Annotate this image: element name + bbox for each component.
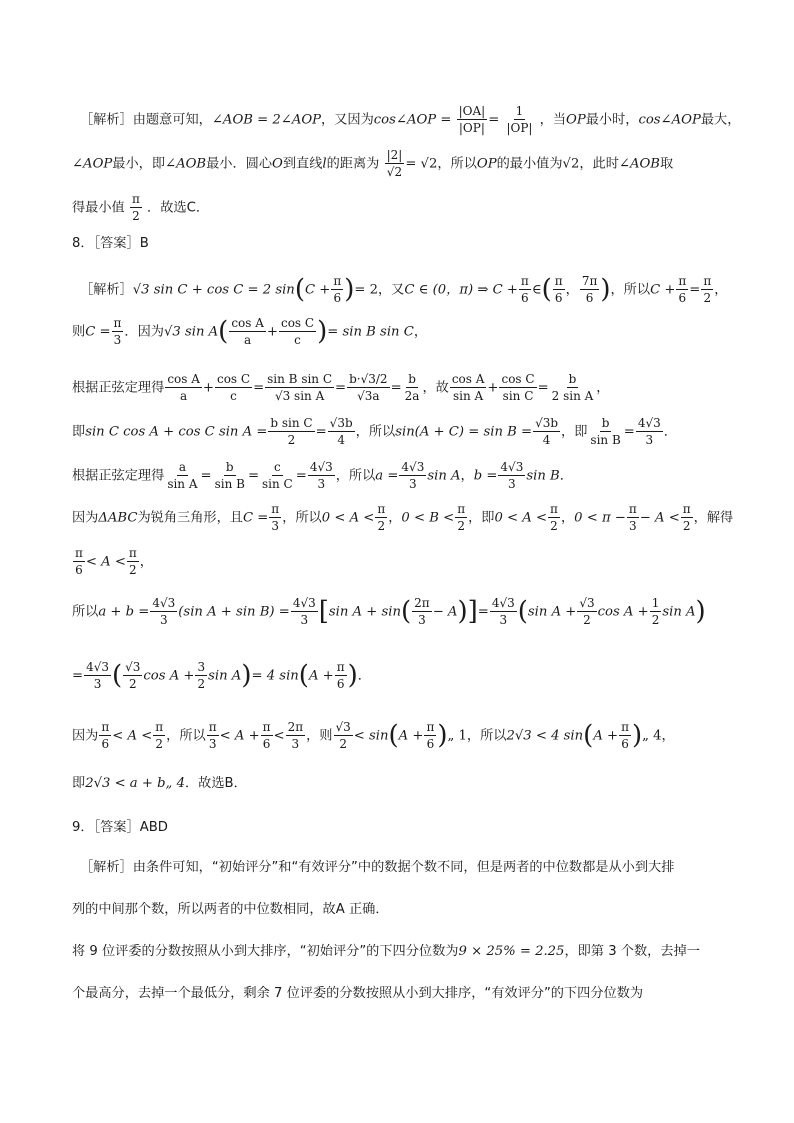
bracket: ) xyxy=(457,596,468,627)
q9-line-3: 将 9 位评委的分数按照从小到大排序，“初始评分”的下四分位数为9 × 25% = 2.25，即第 3 个数，去掉一 xyxy=(72,944,700,959)
fraction: $\frac{4√3}{3}$ xyxy=(637,416,661,447)
fraction: $\frac{|2|}{√2}$ xyxy=(386,148,403,179)
fraction: $\frac{b}{2a}$ xyxy=(404,372,420,403)
bracket: ( xyxy=(111,660,123,691)
fraction: $\frac{\pi}{2}$ xyxy=(377,502,386,533)
fraction: $\frac{√3b}{4}$ xyxy=(535,416,559,447)
q8-heading: 8．［答案］B xyxy=(72,236,149,251)
fraction: $\frac{\text{cos A}}{a}$ xyxy=(231,316,264,347)
bracket: ( xyxy=(388,720,399,751)
bracket: ) xyxy=(347,660,358,691)
fraction: $\frac{4√3}{3}$ xyxy=(152,596,176,627)
fraction: $\frac{\pi}{6}$ xyxy=(75,546,83,577)
fraction: $\frac{4√3}{3}$ xyxy=(292,596,316,627)
fraction: $\frac{\text{b sin C}}{2}$ xyxy=(270,416,313,447)
bracket: ) xyxy=(317,316,328,347)
fraction: $\frac{c}{\text{sin C}}$ xyxy=(262,460,293,491)
fraction: $\frac{\text{cos C}}{\text{sin C}}$ xyxy=(501,372,535,403)
fraction: $\frac{\text{cos C}}{c}$ xyxy=(280,316,315,347)
bracket: ( xyxy=(583,720,594,751)
fraction: $\frac{\pi}{3}$ xyxy=(113,316,122,347)
fraction: $\frac{4√3}{3}$ xyxy=(309,460,333,491)
bracket: ) xyxy=(631,720,643,751)
bracket: ) xyxy=(344,274,355,305)
fraction: $\frac{\text{cos A}}{\text{sin A}}$ xyxy=(451,372,485,403)
fraction: $\frac{\pi}{6}$ xyxy=(336,660,345,691)
fraction: $\frac{\pi}{3}$ xyxy=(628,502,637,533)
bracket: ( xyxy=(541,274,552,305)
fraction: $\frac{|OA|}{|OP|}$ xyxy=(458,104,486,135)
fraction: $\frac{\pi}{6}$ xyxy=(621,720,629,751)
fraction: $\frac{\text{cos C}}{c}$ xyxy=(216,372,251,403)
bracket: ) xyxy=(695,596,706,627)
q7-line-1: ［解析］由题意可知，∠AOB = 2∠AOP，又因为cos∠AOP = $\frac{|OA|}{|OP|}$ = $\frac{1}{|OP|}$ ，当OP最小时，cos∠AOP最大， xyxy=(80,104,741,135)
bracket: ( xyxy=(401,596,412,627)
q8-line-10: 因为 $\frac{\pi}{6}$ < A < $\frac{\pi}{2}$ ，所以 $\frac{\pi}{3}$ < A + $\frac{\pi}{6}$ < $\frac{2\pi}{3}$ ，则 $\frac{√3}{2}$ < sin(A + $\frac{\pi}{6}$ )„ 1，所以2√3 < 4 sin(A + $\frac{\pi}{6}$ )„ 4， xyxy=(72,720,675,751)
bracket: ) xyxy=(600,274,611,305)
q7-line-3: 得最小值 $\frac{\pi}{2}$ ．故选C． xyxy=(72,192,210,223)
fraction: $\frac{√3}{2}$ xyxy=(579,596,595,627)
fraction: $\frac{3}{2}$ xyxy=(197,660,206,691)
fraction: $\frac{\text{cos A}}{a}$ xyxy=(167,372,200,403)
q8-line-8: 所以a + b = $\frac{4√3}{3}$ (sin A + sin B) = $\frac{4√3}{3}$ [sin A + sin( $\frac{2\pi}{3}$ − A)]= $\frac{4√3}{3}$ (sin A + $\frac{√3}{2}$ cos A + $\frac{1}{2}$ sin A) xyxy=(72,596,706,627)
q8-line-4: 即sin C cos A + cos C sin A = $\frac{\text{b sin C}}{2}$ = $\frac{√3b}{4}$ ，所以sin(A + C) = sin B = $\frac{√3b}{4}$ ，即 $\frac{b}{\text{sin B}}$ = $\frac{4√3}{3}$ ． xyxy=(72,416,677,447)
q8-line-3: 根据正弦定理得 $\frac{\text{cos A}}{a}$ + $\frac{\text{cos C}}{c}$ = $\frac{\text{sin B sin C}}{\text{√3 sin A}}$ = $\frac{b\cdot√3/2}{√3a}$ = $\frac{b}{2a}$ ，故 $\frac{\text{cos A}}{\text{sin A}}$ + $\frac{\text{cos C}}{\text{sin C}}$ = $\frac{b}{\text{2 sin A}}$ ， xyxy=(72,372,610,403)
q9-line-1: ［解析］由条件可知，“初始评分”和“有效评分”中的数据个数不同，但是两者的中位数都是从小到大排 xyxy=(80,860,675,875)
fraction: $\frac{\pi}{6}$ xyxy=(554,274,563,305)
fraction: $\frac{\pi}{3}$ xyxy=(271,502,280,533)
fraction: $\frac{4√3}{3}$ xyxy=(86,660,109,691)
fraction: $\frac{√3}{2}$ xyxy=(335,720,351,751)
q8-line-6: 因为ΔABC为锐角三角形，且C = $\frac{\pi}{3}$ ，所以0 < A < $\frac{\pi}{2}$ ，0 < B < $\frac{\pi}{2}$ ，即0 < A < $\frac{\pi}{2}$ ，0 < π − $\frac{\pi}{3}$ − A < $\frac{\pi}{2}$ ，解得 xyxy=(72,502,734,533)
fraction: $\frac{b\cdot√3/2}{√3a}$ xyxy=(349,372,388,403)
fraction: $\frac{2\pi}{3}$ xyxy=(414,596,430,627)
fraction: $\frac{b}{\text{2 sin A}}$ xyxy=(551,372,594,403)
fraction: $\frac{\pi}{6}$ xyxy=(520,274,529,305)
fraction: $\frac{√3b}{4}$ xyxy=(329,416,353,447)
fraction: $\frac{\pi}{2}$ xyxy=(131,192,140,223)
fraction: $\frac{\pi}{2}$ xyxy=(155,720,164,751)
q8-line-2: 则C = $\frac{\pi}{3}$ ．因为√3 sin A( $\frac{\text{cos A}}{a}$ + $\frac{\text{cos C}}{c}$ )= sin B sin C， xyxy=(72,316,427,347)
fraction: $\frac{\pi}{6}$ xyxy=(101,720,110,751)
fraction: $\frac{\pi}{2}$ xyxy=(703,274,712,305)
fraction: $\frac{\pi}{2}$ xyxy=(550,502,558,533)
bracket: ) xyxy=(437,720,448,751)
fraction: $\frac{7\pi}{6}$ xyxy=(581,274,598,305)
q7-line-2: ∠AOP最小，即∠AOB最小．圆心O到直线l的距离为 $\frac{|2|}{√2}$ = √2，所以OP的最小值为√2，此时∠AOB取 xyxy=(72,148,674,179)
fraction: $\frac{\pi}{6}$ xyxy=(426,720,435,751)
fraction: $\frac{2\pi}{3}$ xyxy=(287,720,304,751)
fraction: $\frac{√3}{2}$ xyxy=(125,660,141,691)
fraction: $\frac{b}{\text{sin B}}$ xyxy=(590,416,621,447)
bracket: [ xyxy=(318,596,329,627)
fraction: $\frac{\pi}{2}$ xyxy=(457,502,466,533)
q8-line-1: ［解析］√3 sin C + cos C = 2 sin(C + $\frac{\pi}{6}$ )= 2，又C ∈ (0，π) ⇒ C + $\frac{\pi}{6}$ ∈( $\frac{\pi}{6}$ ， $\frac{7\pi}{6}$ )，所以C + $\frac{\pi}{6}$ = $\frac{\pi}{2}$ ， xyxy=(80,274,728,305)
q8-line-9: = $\frac{4√3}{3}$ ( $\frac{√3}{2}$ cos A + $\frac{3}{2}$ sin A)= 4 sin(A + $\frac{\pi}{6}$ )． xyxy=(72,660,371,691)
q9-heading: 9．［答案］ABD xyxy=(72,820,168,835)
bracket: ( xyxy=(294,274,305,305)
bracket: ] xyxy=(467,596,478,627)
fraction: $\frac{\pi}{3}$ xyxy=(208,720,217,751)
fraction: $\frac{1}{|OP|}$ xyxy=(506,104,533,135)
q8-line-7: $\frac{\pi}{6}$ < A < $\frac{\pi}{2}$ ， xyxy=(75,546,153,577)
fraction: $\frac{b}{\text{sin B}}$ xyxy=(214,460,245,491)
fraction: $\frac{4√3}{3}$ xyxy=(401,460,425,491)
fraction: $\frac{4√3}{3}$ xyxy=(500,460,524,491)
q9-line-4: 个最高分，去掉一个最低分，剩余 7 位评委的分数按照从小到大排序，“有效评分”的下四分位数为 xyxy=(72,986,644,1001)
q9-line-2: 列的中间那个数，所以两者的中位数相同，故A 正确． xyxy=(72,902,389,917)
fraction: $\frac{\pi}{6}$ xyxy=(262,720,271,751)
fraction: $\frac{1}{2}$ xyxy=(651,596,660,627)
fraction: $\frac{\text{sin B sin C}}{\text{√3 sin A}}$ xyxy=(267,372,333,403)
fraction: $\frac{\pi}{2}$ xyxy=(128,546,137,577)
bracket: ( xyxy=(517,596,528,627)
fraction: $\frac{\pi}{6}$ xyxy=(333,274,342,305)
fraction: $\frac{a}{\text{sin A}}$ xyxy=(167,460,198,491)
bracket: ) xyxy=(241,660,252,691)
fraction: $\frac{4√3}{3}$ xyxy=(491,596,515,627)
fraction: $\frac{\pi}{2}$ xyxy=(682,502,691,533)
fraction: $\frac{\pi}{6}$ xyxy=(678,274,687,305)
bracket: ( xyxy=(218,316,229,347)
q8-line-5: 根据正弦定理得 $\frac{a}{\text{sin A}}$ = $\frac{b}{\text{sin B}}$ = $\frac{c}{\text{sin C}}$ = $\frac{4√3}{3}$ ，所以a = $\frac{4√3}{3}$ sin A，b = $\frac{4√3}{3}$ sin B． xyxy=(72,460,573,491)
bracket: ( xyxy=(298,660,309,691)
q8-line-11: 即2√3 < a + b„ 4．故选B． xyxy=(72,776,247,791)
